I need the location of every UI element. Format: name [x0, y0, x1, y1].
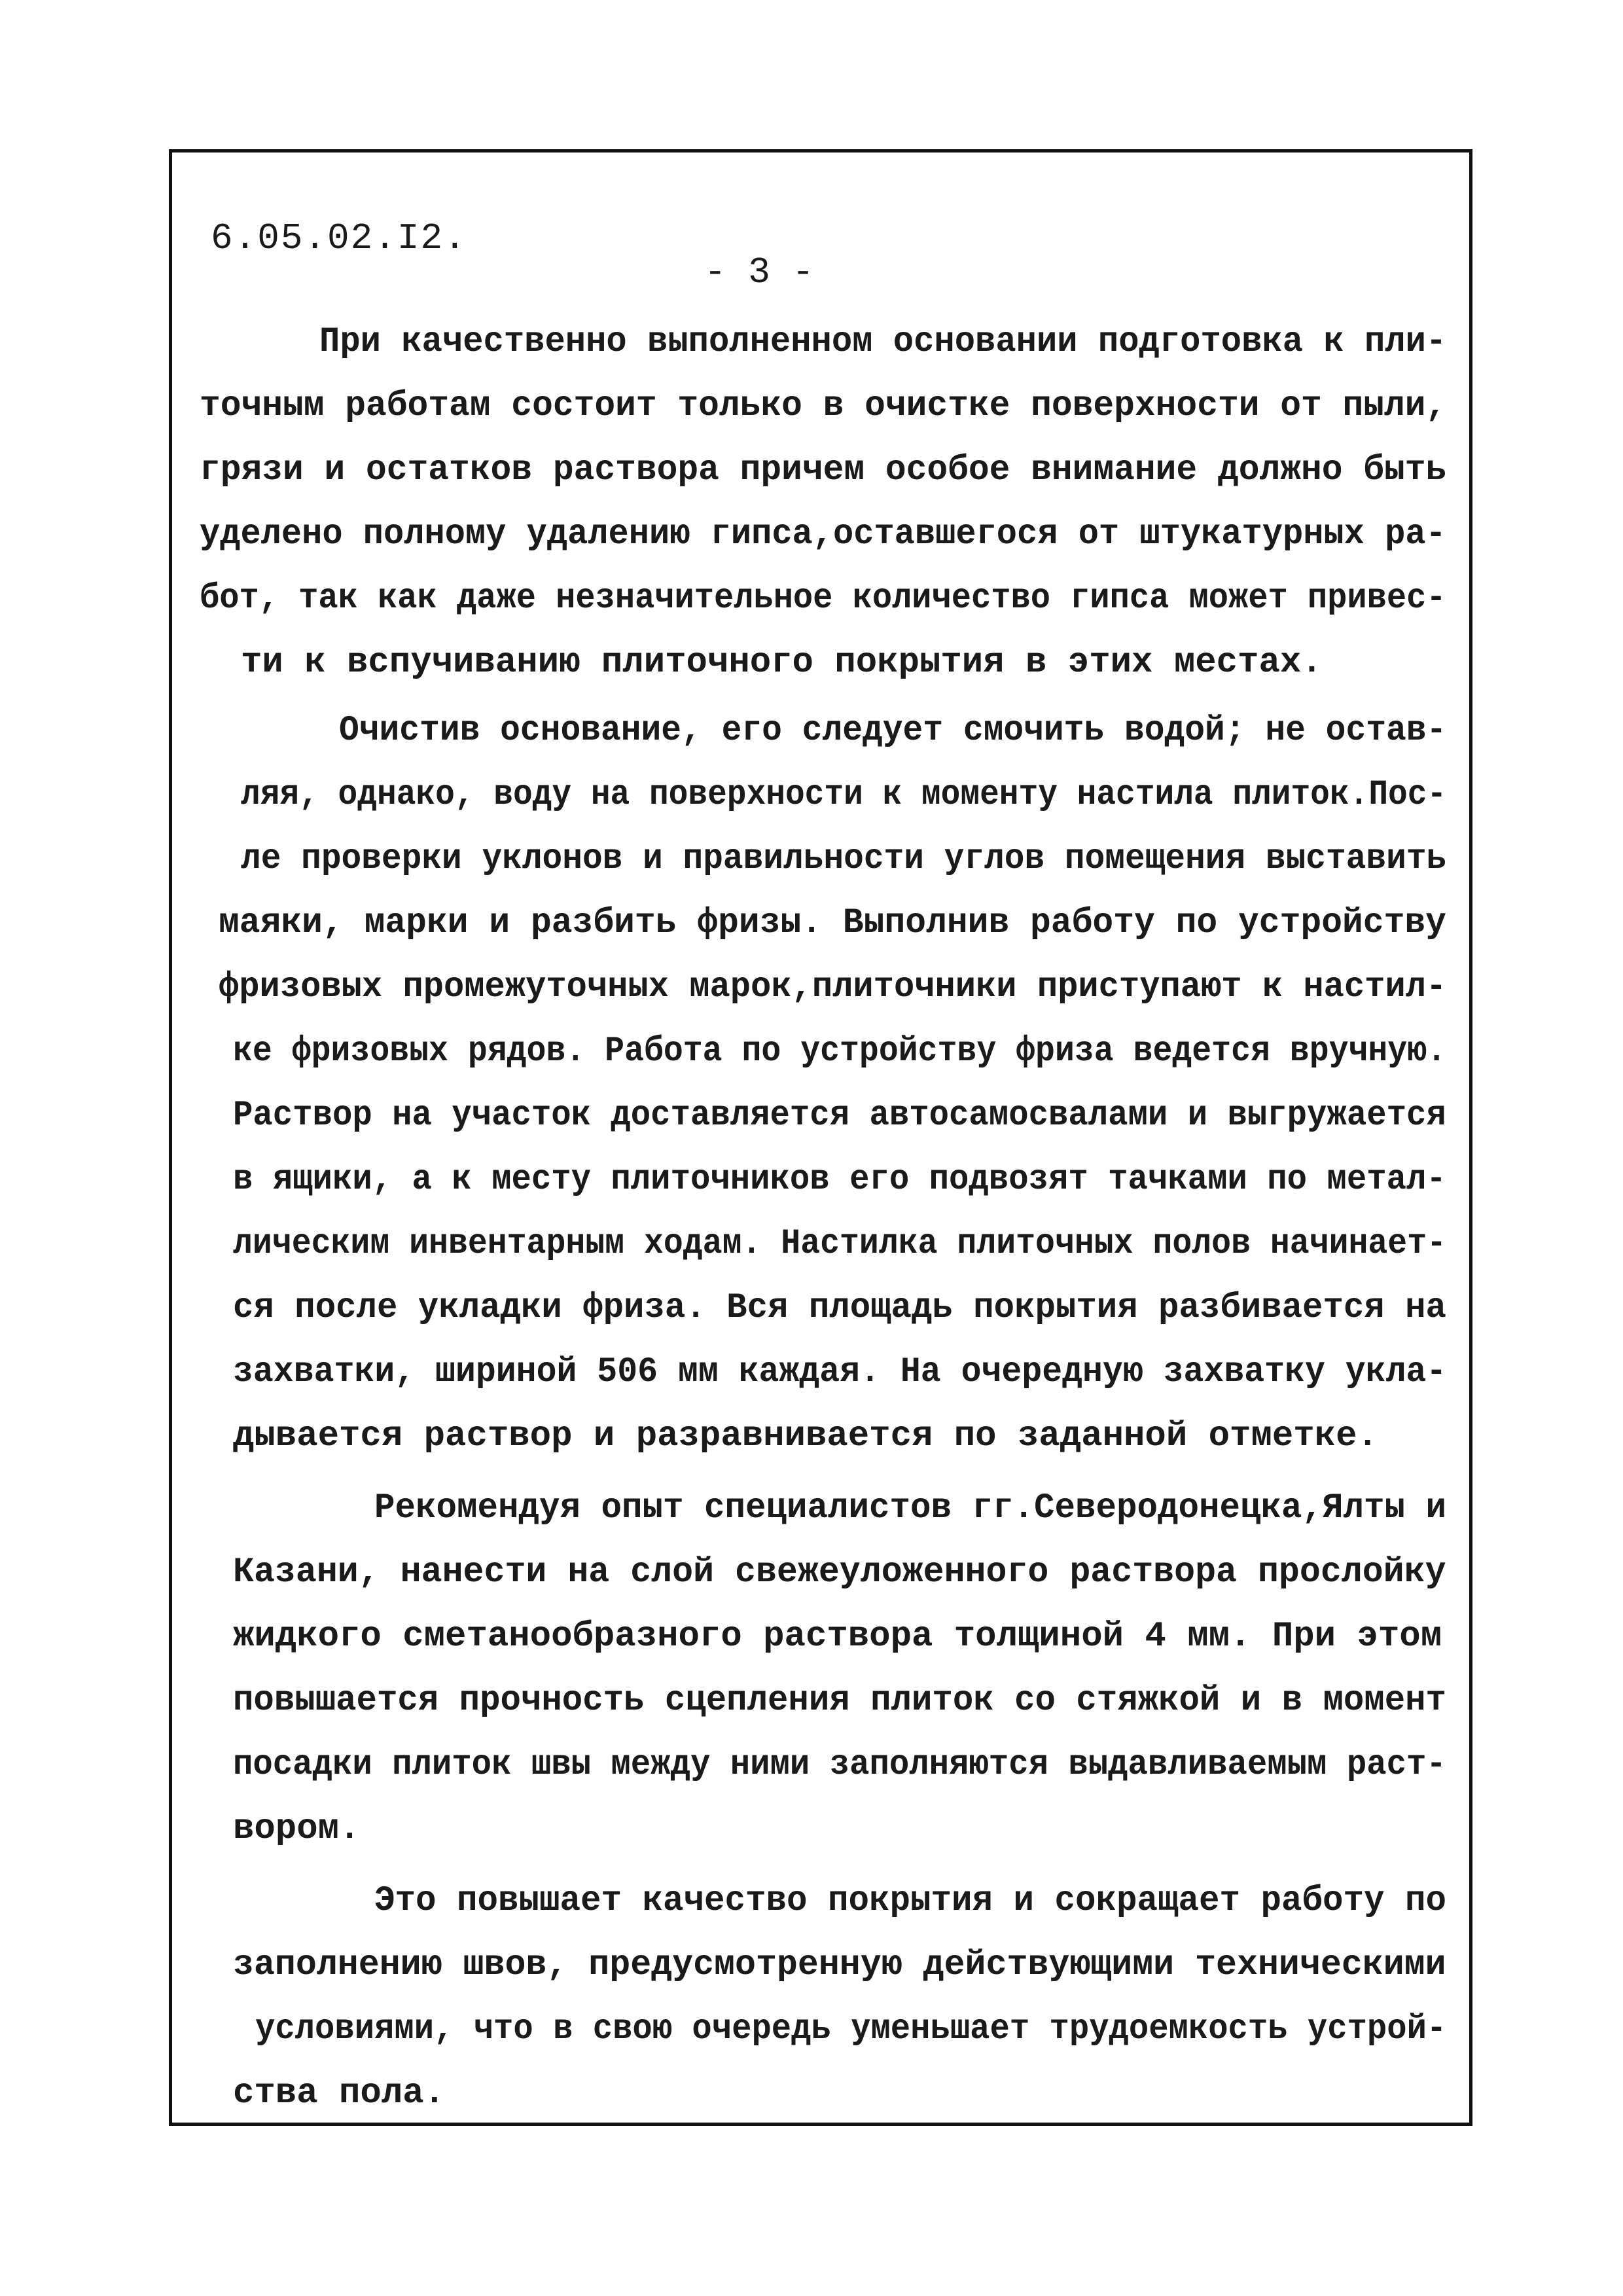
- text-line: ке фризовых рядов. Работа по устройству фриза ведется вручную.: [233, 1031, 1447, 1071]
- text-line: ся после укладки фриза. Вся площадь покрытия разбивается на: [233, 1288, 1446, 1328]
- text-line: в ящики, а к месту плиточников его подвозят тачками по метал-: [233, 1160, 1446, 1200]
- text-line: вором.: [233, 1809, 361, 1849]
- text-line: ле проверки уклонов и правильности углов помещения выставить: [241, 839, 1447, 879]
- text-line: жидкого сметанообразного раствора толщиной 4 мм. При этом: [233, 1617, 1442, 1657]
- text-line: дывается раствор и разравнивается по заданной отметке.: [233, 1416, 1378, 1456]
- text-line: фризовых промежуточных марок,плиточники приступают к настил-: [219, 967, 1447, 1007]
- text-line: посадки плиток швы между ними заполняются выдавливаемым раст-: [233, 1745, 1446, 1785]
- text-line: Очистив основание, его следует смочить водой; не остав-: [339, 711, 1447, 751]
- text-line: уделено полному удалению гипса,оставшегося от штукатурных ра-: [200, 514, 1446, 554]
- page-frame: [169, 149, 1472, 2126]
- text-line: маяки, марки и разбить фризы. Выполнив работу по устройству: [219, 903, 1446, 943]
- text-line: При качественно выполненном основании подготовка к пли-: [319, 322, 1447, 362]
- text-line: условиями, что в свою очередь уменьшает трудоемкость устрой-: [255, 2009, 1447, 2049]
- page-number: - 3 -: [704, 251, 815, 293]
- text-line: грязи и остатков раствора причем особое внимание должно быть: [200, 450, 1447, 490]
- text-line: Казани, нанести на слой свежеуложенного раствора прослойку: [233, 1552, 1446, 1592]
- text-line: ти к вспучиванию плиточного покрытия в этих местах.: [241, 643, 1323, 683]
- text-line: Это повышает качество покрытия и сокращает работу по: [374, 1881, 1447, 1921]
- document-code: 6.05.02.I2.: [211, 217, 467, 259]
- text-line: точным работам состоит только в очистке поверхности от пыли,: [200, 386, 1447, 426]
- text-line: заполнению швов, предусмотренную действующими техническими: [233, 1945, 1446, 1985]
- text-line: лическим инвентарным ходам. Настилка плиточных полов начинает-: [233, 1224, 1447, 1264]
- text-line: Раствор на участок доставляется автосамосвалами и выгружается: [233, 1096, 1446, 1136]
- text-line: Рекомендуя опыт специалистов гг.Северодонецка,Ялты и: [374, 1488, 1447, 1528]
- text-line: ляя, однако, воду на поверхности к моменту настила плиток.Пос-: [241, 775, 1447, 815]
- text-line: захватки, шириной 506 мм каждая. На очередную захватку укла-: [233, 1352, 1447, 1392]
- text-line: ства пола.: [233, 2073, 446, 2113]
- text-line: повышается прочность сцепления плиток со стяжкой и в момент: [233, 1681, 1446, 1721]
- text-line: бот, так как даже незначительное количество гипса может привес-: [200, 579, 1446, 619]
